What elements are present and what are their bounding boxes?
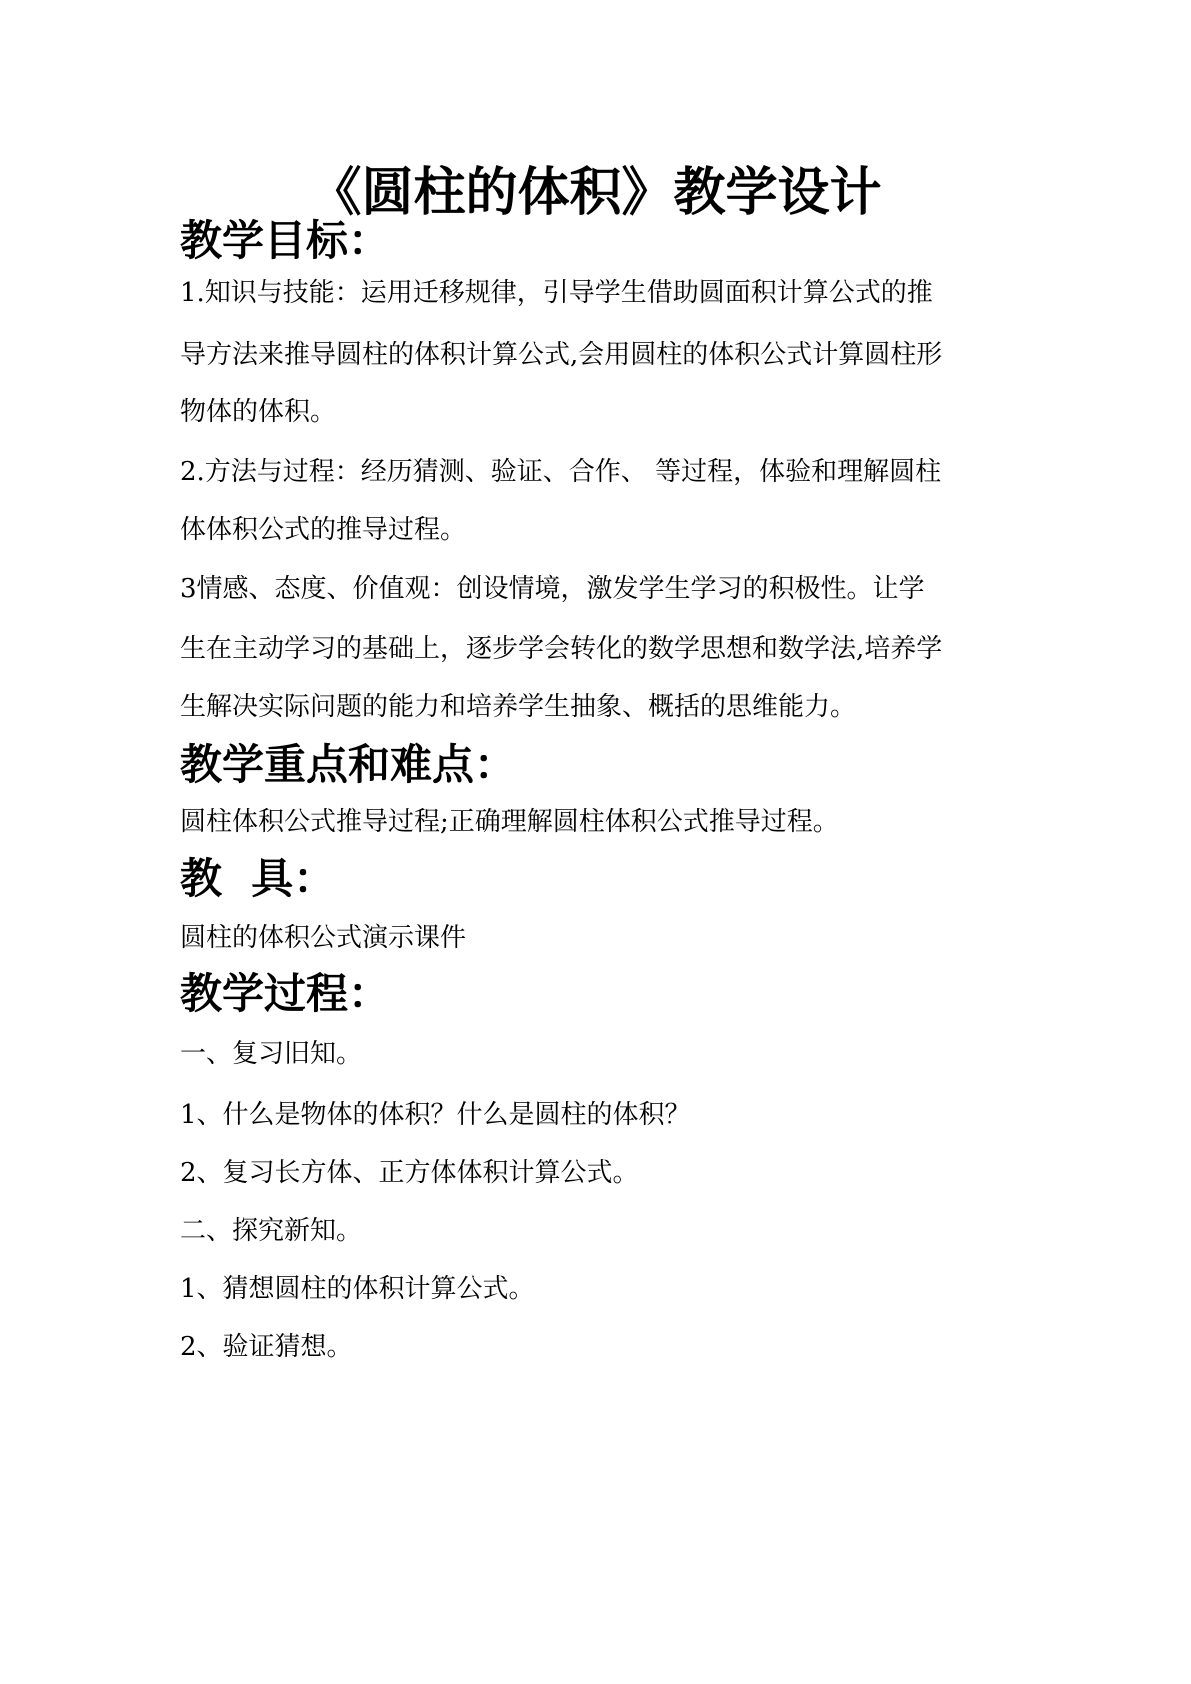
paragraph-line: 1.知识与技能：运用迁移规律，引导学生借助圆面积计算公式的推 [180,278,933,308]
paragraph-line: 3情感、态度、价值观：创设情境，激发学生学习的积极性。让学 [180,574,925,604]
paragraph-line: 1、猜想圆柱的体积计算公式。 [180,1274,535,1304]
paragraph-line: 圆柱体积公式推导过程;正确理解圆柱体积公式推导过程。 [180,807,839,837]
document-title: 《圆柱的体积》教学设计 [309,163,882,223]
paragraph-line: 2、验证猜想。 [180,1332,353,1362]
paragraph-line: 导方法来推导圆柱的体积计算公式,会用圆柱的体积公式计算圆柱形 [180,340,943,370]
paragraph-line: 生在主动学习的基础上，逐步学会转化的数学思想和数学法,培养学 [180,634,943,664]
paragraph-line: 物体的体积。 [180,397,337,427]
paragraph-line: 2、复习长方体、正方体体积计算公式。 [180,1158,639,1188]
section-heading-process: 教学过程： [180,969,391,1018]
section-heading-key-points: 教学重点和难点： [180,740,517,789]
paragraph-line: 二、探究新知。 [180,1216,363,1246]
paragraph-line: 体体积公式的推导过程。 [180,515,467,545]
paragraph-line: 一、复习旧知。 [180,1039,363,1069]
paragraph-line: 圆柱的体积公式演示课件 [180,923,467,953]
paragraph-line: 2.方法与过程：经历猜测、验证、合作、 等过程，体验和理解圆柱 [180,457,942,487]
section-heading-objectives: 教学目标： [180,216,391,265]
section-heading-teaching-aids: 教 具： [180,854,336,903]
paragraph-line: 1、什么是物体的体积？什么是圆柱的体积？ [180,1100,691,1130]
paragraph-line: 生解决实际问题的能力和培养学生抽象、概括的思维能力。 [180,692,857,722]
